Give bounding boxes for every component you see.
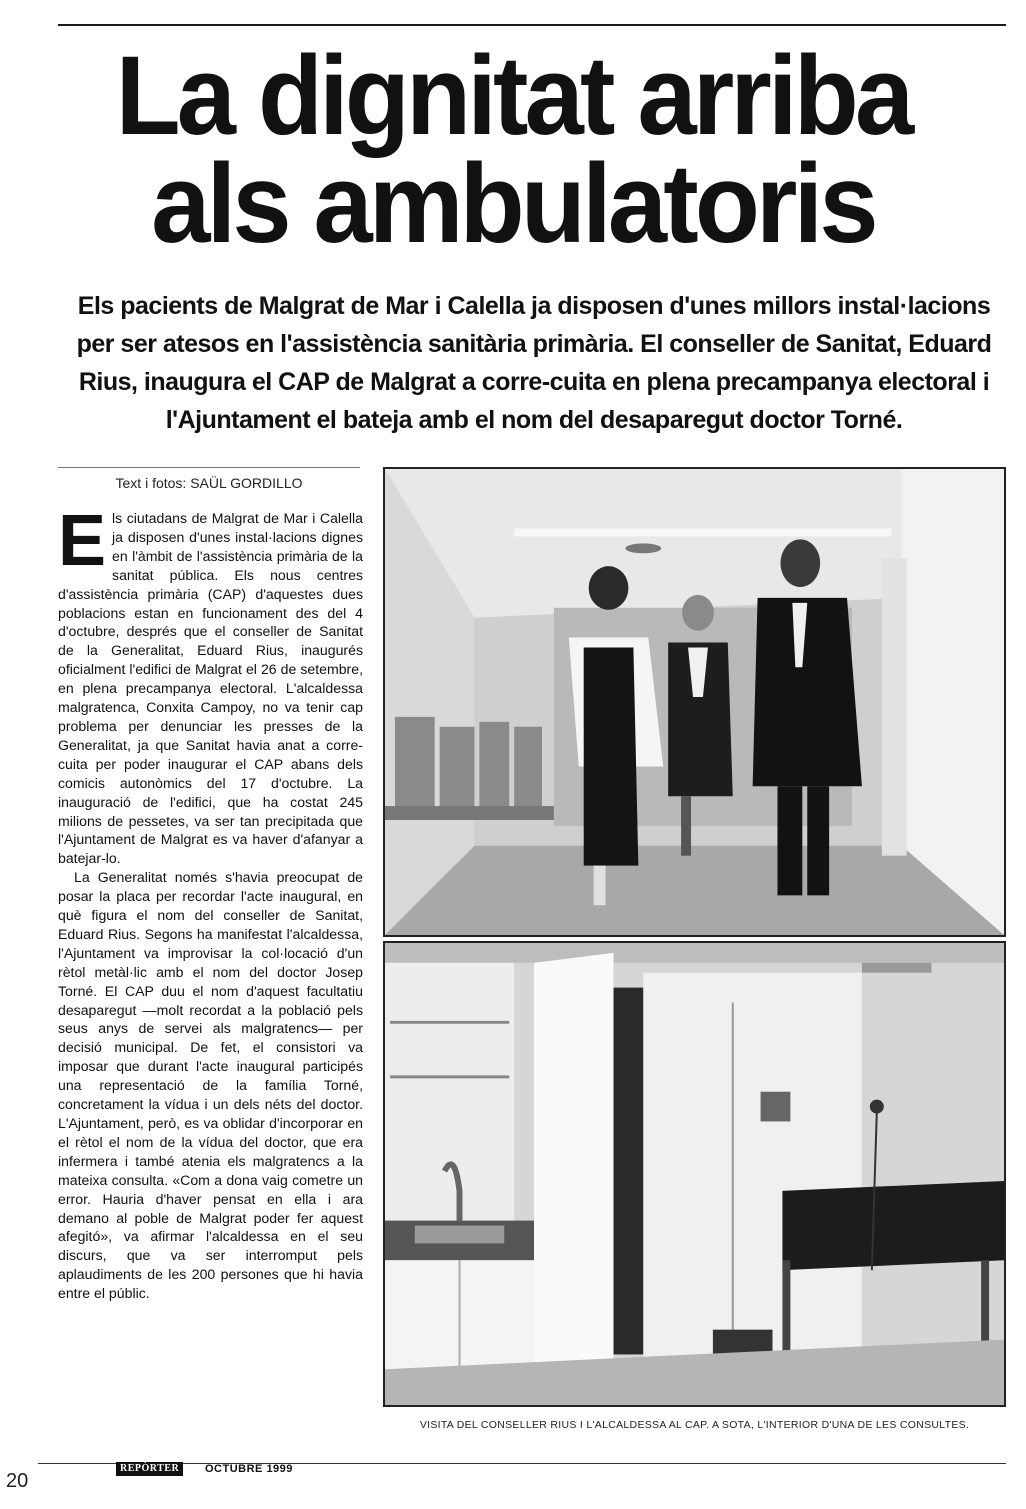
paragraph-2: La Generalitat només s'havia preocupat de posar la placa per recordar l'acte inaugural, en què figura el nom del conseller de Sanitat, Eduard Rius. Segons ha manifestat l'alcaldessa, l'Ajuntament va improvisar la col·locació d'un rètol metàl·lic amb el nom del doctor Josep Torné. El CAP duu el nom d'aquest facultatiu desaparegut —molt recordat a la població pels seus anys de servei als malgratencs— per decisió municipal. De fet, el consistori va imposar que durant l'acte inaugural participés una representació de la família Torné, concretament la vídua i un dels néts del doctor. L'Ajuntament, però, es va oblidar d'incorporar en el rètol el nom de la vídua del doctor, que era infermera i també atenia els malgratencs a la mateixa consulta. «Com a dona vaig cometre un error. Hauria d'haver pensat en ella i ara demano al poble de Malgrat poder fer aquest afegitó», va afirmar l'alcaldessa en el seu discurs, que va ser interromput pels aplaudiments de les 200 persones que hi havia entre el públic. — [58, 869, 363, 1302]
photo-visit — [383, 467, 1006, 937]
top-rule — [58, 24, 1006, 26]
drop-cap: E — [58, 501, 107, 581]
issue-date: OCTUBRE 1999 — [205, 1463, 293, 1475]
magazine-logo: REPÒRTER — [116, 1462, 183, 1476]
headline-line-2: als ambulatoris — [151, 141, 875, 266]
photo-caption: VISITA DEL CONSELLER RIUS I L'ALCALDESSA AL CAP. A SOTA, L'INTERIOR D'UNA DE LES CONSULTES. — [419, 1419, 970, 1431]
paragraph-1 — [58, 501, 363, 868]
photo-consultation-illustration — [385, 943, 1004, 1405]
byline-rule — [58, 467, 360, 468]
article-body — [58, 501, 363, 1303]
headline-line-1: La dignitat arriba — [115, 33, 911, 158]
photo-consultation-room — [383, 941, 1006, 1407]
photo-visit-illustration — [385, 469, 1004, 935]
page-number: 20 — [6, 1470, 29, 1492]
headline — [26, 33, 1001, 266]
paragraph-1-text: ls ciutadans de Malgrat de Mar i Calella ja disposen d'unes instal·lacions dignes en l'àmbit de l'assistència primària de la sanitat pública. Els nous centres d'assistència primària (CAP) d'aquestes dues poblacions estan en funcionament des del 4 d'octubre, després que el conseller de Sanitat de la Generalitat, Eduard Rius, inaugurés oficialment l'edifici de Malgrat el 26 de setembre, en plena precampanya electoral. L'alcaldessa malgratenca, Conxita Campoy, no va tenir cap problema per denunciar les presses de la Generalitat, ja que Sanitat havia anat a corre-cuita per poder inaugurar el CAP abans dels comicis autonòmics del 17 d'octubre. La inauguració de l'edifici, que ha costat 245 milions de pessetes, va ser tan precipitada que l'Ajuntament de Malgrat es va haver d'afanyar a batejar-lo. — [58, 510, 363, 867]
byline: Text i fotos: SAÜL GORDILLO — [115, 475, 303, 491]
standfirst: Els pacients de Malgrat de Mar i Calella ja disposen d'unes millors instal·lacions per ser atesos en l'assistència sanitària primària. El conseller de Sanitat, Eduard Rius, inaugura el CAP de Malgrat a corre-cuita en plena precampanya electoral i l'Ajuntament el bateja amb el nom del desaparegut doctor Torné. — [76, 292, 992, 434]
